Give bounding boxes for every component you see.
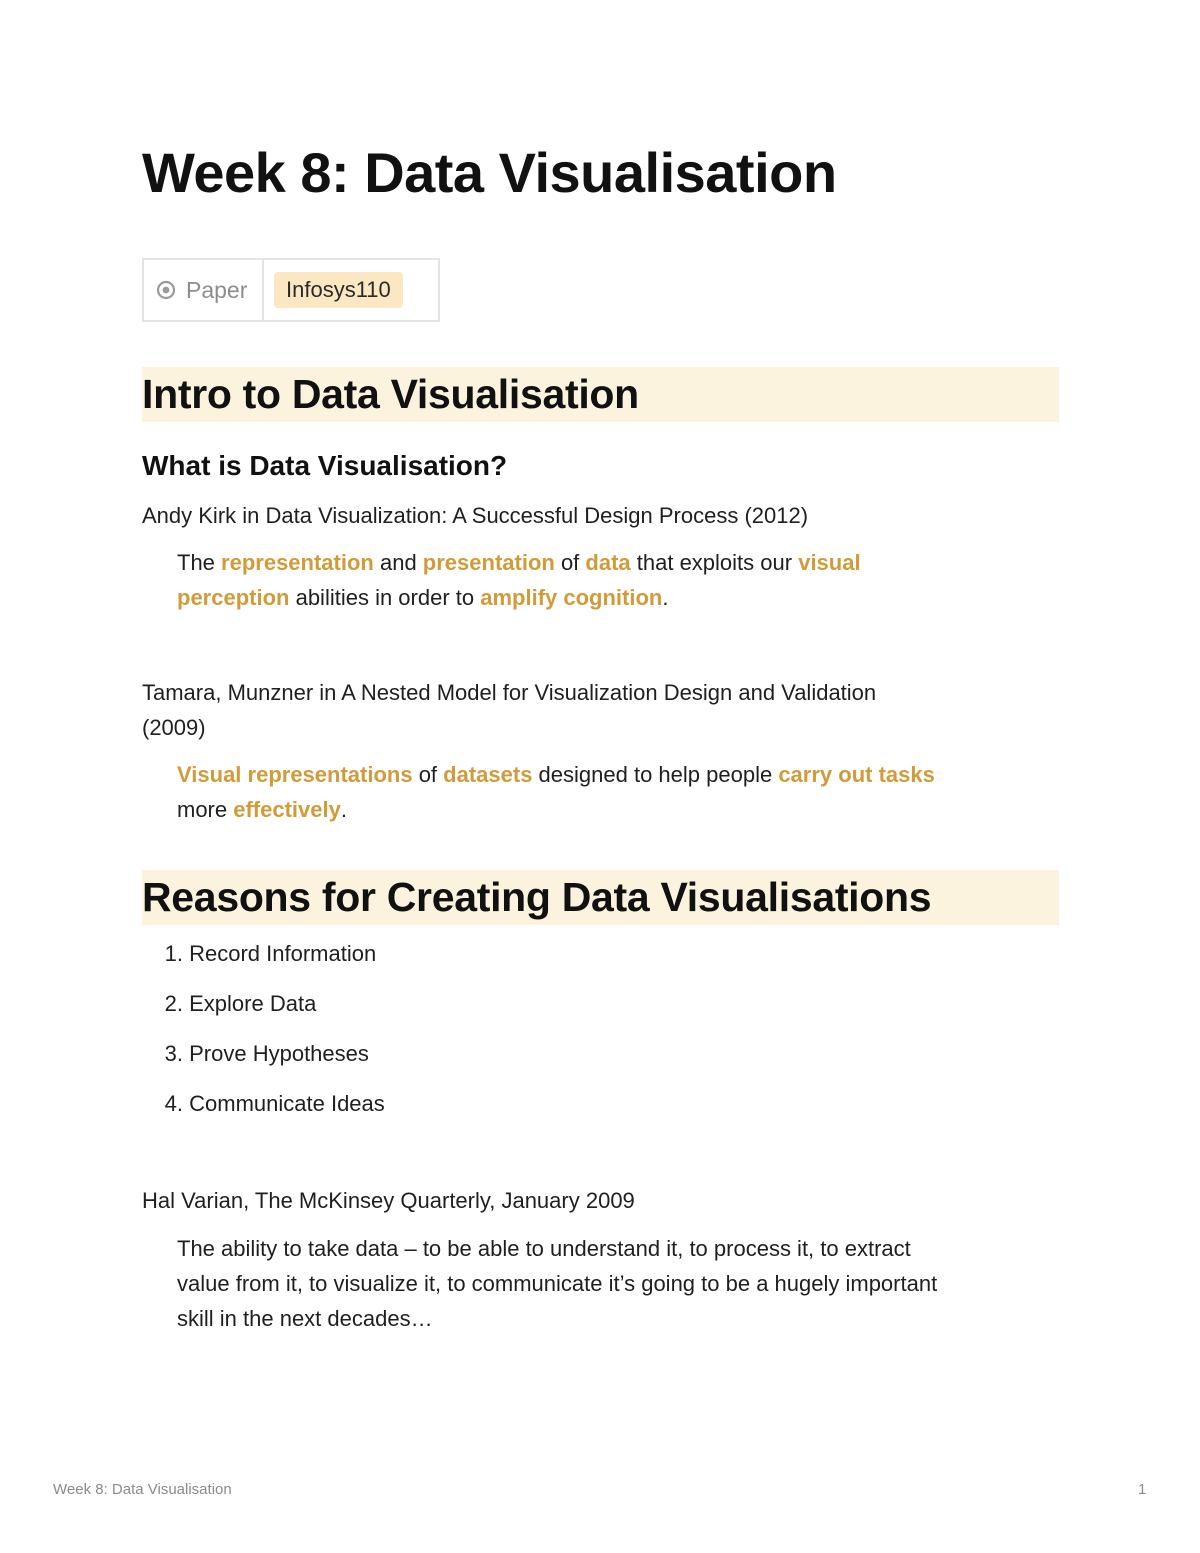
section-heading-intro — [142, 367, 1059, 422]
section-heading-text: Reasons for Creating Data Visualisations — [142, 874, 932, 920]
citation-varian: Hal Varian, The McKinsey Quarterly, January 2009 — [142, 1188, 635, 1213]
section-heading-reasons — [142, 870, 1059, 925]
circle-dot-icon — [156, 280, 176, 300]
citation-kirk: Andy Kirk in Data Visualization: A Successful Design Process (2012) — [142, 503, 809, 528]
citation-munzner: Tamara, Munzner in A Nested Model for Visualization Design and Validation (2009) — [142, 680, 877, 740]
page-number: 1 — [1138, 1481, 1147, 1498]
list-item: 3 . Prove Hypotheses — [142, 1036, 385, 1086]
paper-tag[interactable]: Infosys110 — [274, 272, 403, 308]
footer-title: Week 8: Data Visualisation — [53, 1481, 232, 1498]
section-heading-text: Intro to Data Visualisation — [142, 371, 639, 417]
quote-munzner: Visual representations of datasets designed to help people carry out tasks more effectively. — [177, 762, 935, 822]
quote-varian: The ability to take data – to be able to understand it, to process it, to extract value from it, to visualize it, to communicate it’s going to be a hugely important skill in the next decades… — [177, 1236, 938, 1331]
list-item: 1 . Record Information — [142, 936, 385, 986]
list-item: 2 . Explore Data — [142, 986, 385, 1036]
properties-table — [142, 258, 440, 322]
page-title: Week 8: Data Visualisation — [142, 141, 837, 204]
property-value-cell[interactable] — [264, 260, 438, 320]
subheading: What is Data Visualisation? — [142, 450, 508, 481]
list-item: 4 . Communicate Ideas — [142, 1086, 385, 1136]
quote-kirk: The representation and presentation of data that exploits our visual perception abilities in order to amplify cognition. — [177, 550, 861, 610]
property-name-label: Paper — [186, 276, 248, 303]
property-name-cell — [144, 260, 264, 320]
reasons-list — [142, 936, 385, 1136]
